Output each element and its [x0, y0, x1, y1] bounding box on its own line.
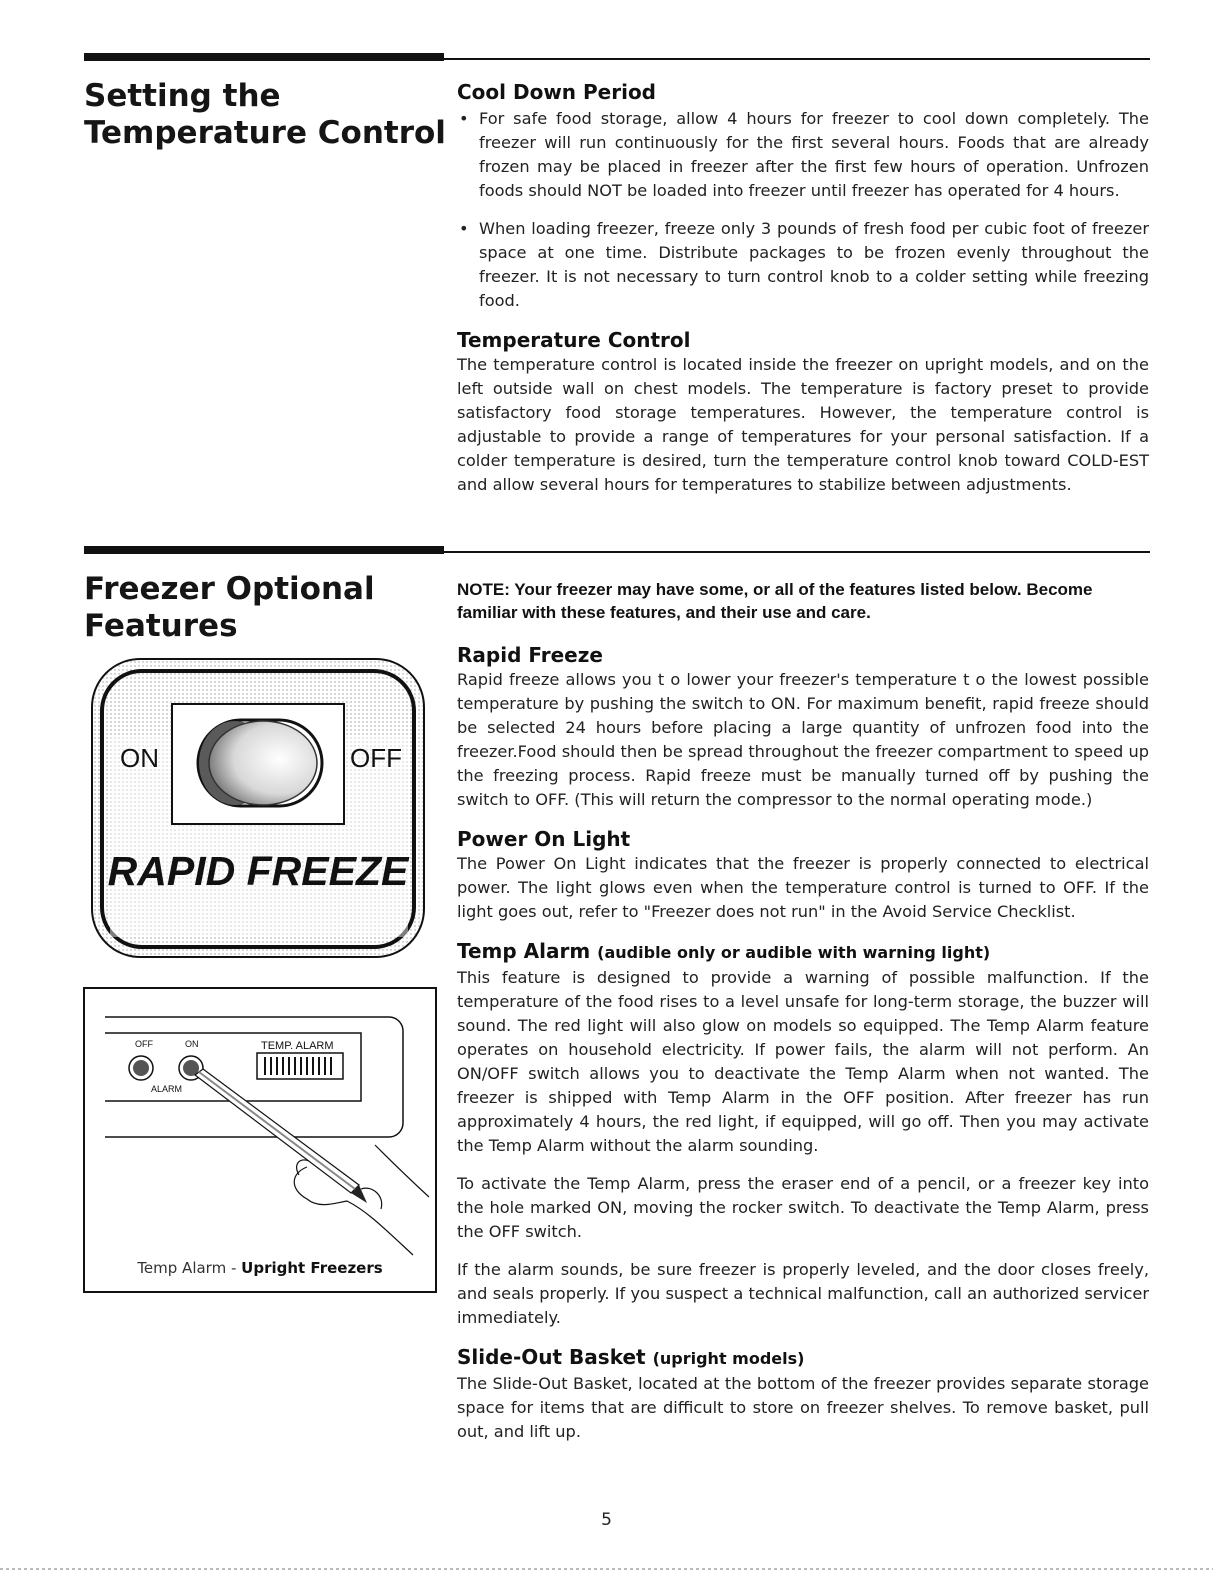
caption-prefix: Temp Alarm - [137, 1259, 237, 1277]
rapid-freeze-text: Rapid freeze allows you t o lower your freezer's temperature t o the lowest possible temperature by pushing the switch to ON. For maximum benefit, rapid freeze should be selected 24 hours before placing a large quantity of unfrozen food into the freezer.Food should then be spread throughout the freezer compartment to speed up the freezing process. Rapid freeze must be manually turned off by pushing the switch to OFF. (This will return the compressor to the normal operating mode.) [457, 670, 1149, 809]
rapid-freeze-heading: Rapid Freeze [457, 643, 603, 667]
caption-bold: Upright Freezers [241, 1259, 383, 1277]
page-number: 5 [601, 1510, 612, 1530]
title-line: Setting the [84, 78, 281, 114]
title-line: Temperature Control [84, 115, 446, 151]
list-item: • When loading freezer, freeze only 3 pounds of fresh food per cubic foot of freezer space at one time. Distribute packages to be frozen evenly throughout the freezer. It is not necessary to turn control knob to a colder setting while freezing food. [457, 217, 1149, 313]
title-line: Features [84, 608, 238, 644]
temperature-control-text: The temperature control is located inside the freezer on upright models, and on the left outside wall on chest models. The temperature is factory preset to provide satisfactory food storage temperatures. However, the temperature control is adjustable to provide a range of temperatures for your personal satisfaction. If a colder temperature is desired, turn the temperature control knob toward COLD-EST and allow several hours for temperatures to stabilize between adjustments. [457, 355, 1149, 494]
slide-out-basket-heading-title: Slide-Out Basket [457, 1345, 646, 1369]
list-item: • For safe food storage, allow 4 hours for freezer to cool down completely. The freezer will run continuously for the first several hours. Foods that are already frozen may be placed in freezer after the first few hours of operation. Unfrozen foods should NOT be loaded into freezer until freezer has operated for 4 hours. [457, 107, 1149, 203]
section2-content [457, 578, 1149, 1444]
rapid-freeze-title: RAPID FREEZE [107, 848, 409, 894]
section-rule-thick [84, 546, 444, 554]
power-on-light-heading: Power On Light [457, 827, 631, 851]
temp-alarm-alarm-label: ALARM [151, 1084, 183, 1094]
section-rule-thin [444, 58, 1150, 60]
title-line: Freezer Optional [84, 571, 375, 607]
cool-down-list [457, 107, 1149, 313]
rapid-freeze-off-label: OFF [350, 743, 402, 773]
rapid-freeze-on-label: ON [120, 743, 159, 773]
temp-alarm-panel-illustration [85, 989, 435, 1291]
temp-alarm-heading-note: (audible only or audible with warning light) [597, 943, 991, 962]
rapid-freeze-switch-illustration [90, 657, 426, 959]
section-rule-thin [444, 551, 1150, 553]
temperature-control-heading: Temperature Control [457, 328, 691, 352]
power-on-light-text: The Power On Light indicates that the freezer is properly connected to electrical power. The light glows even when the temperature control is turned to OFF. If the light goes out, refer to "Freezer does not run" in the Avoid Service Checklist. [457, 854, 1149, 921]
scan-edge-dots [0, 1568, 1213, 1570]
section-title-temperature-control [84, 78, 446, 152]
temp-alarm-figure [83, 987, 437, 1293]
temp-alarm-on-label: ON [185, 1039, 199, 1049]
cool-down-heading: Cool Down Period [457, 80, 656, 104]
slide-out-basket-heading-note: (upright models) [652, 1349, 805, 1368]
slide-out-basket-heading [457, 1344, 1149, 1372]
rapid-freeze-figure [90, 657, 426, 959]
temp-alarm-off-label: OFF [135, 1039, 153, 1049]
section1-content [457, 79, 1149, 497]
temp-alarm-heading [457, 938, 1149, 966]
temp-alarm-text-1: This feature is designed to provide a warning of possible malfunction. If the temperature of the food rises to a level unsafe for long-term storage, the buzzer will sound. The red light will also glow on models so equipped. The Temp Alarm feature operates on household electricity. If power fails, the alarm will not perform. An ON/OFF switch allows you to deactivate the Temp Alarm when not wanted. The freezer is shipped with Temp Alarm in the OFF position. After freezer has run approximately 4 hours, the red light, if equipped, will go off. Then you may activate the Temp Alarm without the alarm sounding. [457, 968, 1149, 1155]
section-rule-thick [84, 53, 444, 61]
temp-alarm-text-2: To activate the Temp Alarm, press the eraser end of a pencil, or a freezer key into the hole marked ON, moving the rocker switch. To deactivate the Temp Alarm, press the OFF switch. [457, 1174, 1149, 1241]
optional-features-note: NOTE: Your freezer may have some, or all of the features listed below. Become familiar with these features, and their use and care. [457, 580, 1093, 622]
slide-out-basket-text: The Slide-Out Basket, located at the bottom of the freezer provides separate storage space for items that are difficult to store on freezer shelves. To remove basket, pull out, and lift up. [457, 1374, 1149, 1441]
temp-alarm-heading-title: Temp Alarm [457, 939, 591, 963]
temp-alarm-caption [85, 1259, 435, 1277]
temp-alarm-panel-label: TEMP. ALARM [261, 1040, 334, 1052]
temp-alarm-text-3: If the alarm sounds, be sure freezer is properly leveled, and the door closes freely, and seals properly. If you suspect a technical malfunction, call an authorized servicer immediately. [457, 1260, 1149, 1327]
section-title-optional-features [84, 571, 375, 645]
